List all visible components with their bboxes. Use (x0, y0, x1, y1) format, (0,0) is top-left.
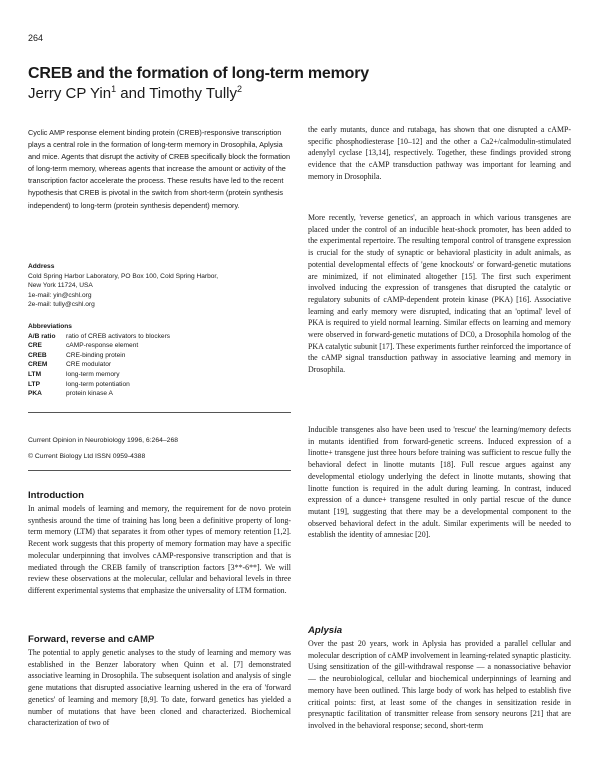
aplysia-section (308, 625, 571, 732)
page-number: 264 (28, 33, 44, 43)
right-para-1: the early mutants, dunce and rutabaga, has shown that one disrupted a cAMP-specific phosphodiesterase [10–12] and the other a Ca2+/calmodulin-stimulated adenylyl cyclase [13,14], respectively. Together, these findings provided strong evidence that the cAMP transduction pathway was important for learning and memory in Drosophila. (308, 125, 571, 181)
abbr-row (28, 351, 170, 361)
divider (28, 470, 291, 471)
forward-text: The potential to apply genetic analyses to the study of learning and memory was established in the Benzer laboratory when Quinn et al. [7] demonstrated associative learning in Drosophila. The subsequent isolation and analysis of single gene mutations that disrupted associative learning ushered in the era of 'forward genetics' of learning and memory [8,9]. To date, forward genetics has yielded a number of mutations that have been cloned and characterized. Biochemical characterization of two of (28, 648, 291, 728)
journal-citation: Current Opinion in Neurobiology 1996, 6:264–268 (28, 437, 179, 444)
abbr-meaning: cAMP-response element (66, 342, 139, 350)
abbr-meaning: CRE modulator (66, 361, 112, 369)
abbr-key: A/B ratio (28, 332, 56, 340)
abbr-key: LTP (28, 380, 40, 388)
address-line-2: New York 11724, USA (28, 282, 93, 290)
abbr-key: CREM (28, 361, 48, 369)
authors (28, 84, 242, 102)
forward-section (28, 634, 291, 729)
divider (28, 412, 291, 413)
address-heading: Address (28, 263, 55, 270)
abbr-row (28, 380, 170, 390)
right-para-3: Inducible transgenes also have been used to 'rescue' the learning/memory defects in mutants identified from forward-genetic screens. Induced expression of a linotte+ transgene just three hours before training was sufficient to rescue fully the behavioral defect in linotte mutants [18]. Full rescue argues against any developmental etiology underlying the defect in linotte mutants, showing that linotte function is required in the adult during learning. In contrast, induced expression of a dunce+ transgene resulted in only partial rescue of the dunce mutant [19], suggesting that there may be a developmental component to the observed behavioral defect in the adult. Similar experiments will be needed to establish the identity of amnesiac [20]. (308, 425, 571, 540)
author-connector: and (116, 85, 150, 102)
abbr-key: CRE (28, 342, 42, 350)
abbr-row (28, 332, 170, 342)
abbr-key: PKA (28, 390, 42, 398)
author-2: Timothy Tully (149, 85, 237, 102)
abbr-meaning: protein kinase A (66, 390, 113, 398)
abbr-key: CREB (28, 351, 47, 359)
aplysia-heading: Aplysia (308, 625, 343, 636)
aplysia-text: Over the past 20 years, work in Aplysia has provided a parallel cellular and molecular description of cAMP involvement in learning-related synaptic plasticity. Using sensitization of the gill-withdrawal response — a nonassociative behavior — the neurobiological, cellular and biochemical underpinnings of learning and memory have been outlined. This large body of work has helped to establish five critical points: first, at least some of the changes in sensitization reside in presynaptic facilitation of transmitter release from sensory neurons [21] that are involved in the behavioral response; second, short-term (308, 639, 571, 730)
abbr-meaning: CRE-binding protein (66, 351, 126, 359)
abbreviations-heading: Abbreviations (28, 323, 72, 330)
right-para-2: More recently, 'reverse genetics', an approach in which various transgenes are placed under the control of an inducible heat-shock promoter, has been added to the experimental repertoire. The resulting temporal control of transgene expression is crucial for the study of synaptic or behavioral plasticity in adult animals, as potential developmental effects of 'gene knockouts' or forward-genetic mutations are minimized, if not eliminated altogether [15]. The first such experiment involved inducing the expression of transgenes that disrupted the catalytic or regulatory subunits of cAMP-dependent protein kinase (PKA) [16]. Associative learning and early memory were disrupted, indicating that an 'optimal' level of PKA is required to yield normal learning. Similar effects on learning and memory were observed in forward-genetic mutations of DC0, a Drosophila homolog of the PKA catalytic subunit [17]. These experiments further reinforced the importance of the cAMP signal transduction pathway in associative learning and memory in Drosophila. (308, 213, 572, 375)
address-line-1: Cold Spring Harbor Laboratory, PO Box 100, Cold Spring Harbor, (28, 272, 219, 280)
abbr-row (28, 370, 170, 380)
article-title: CREB and the formation of long-term memory (28, 65, 369, 82)
introduction-heading: Introduction (28, 490, 84, 501)
abbr-row (28, 360, 170, 370)
abbr-meaning: ratio of CREB activators to blockers (66, 332, 171, 340)
abbr-meaning: long-term memory (66, 370, 120, 378)
copyright: © Current Biology Ltd ISSN 0959-4388 (28, 453, 146, 460)
email-1: 1e-mail: yin@cshl.org (28, 291, 92, 299)
abstract: Cyclic AMP response element binding protein (CREB)-responsive transcription plays a central role in the formation of long-term memory in Drosophila, Aplysia and mice. Agents that disrupt the activity of CREB specifically block the formation of long-term memory, whereas agents that increase the amount or activity of the transcription factor accelerate the process. These results have led to the recent hypothesis that CREB is pivotal in the switch from short-term (protein synthesis independent) to long-term (protein synthesis dependent) memory. (28, 128, 291, 210)
introduction-section (28, 490, 291, 597)
author-2-sup: 2 (237, 84, 243, 94)
abbreviations-table (28, 332, 170, 399)
author-1-sup: 1 (111, 84, 117, 94)
introduction-text: In animal models of learning and memory, the requirement for de novo protein synthesis around the time of training has long been a definitive property of long-term memory (LTM) that separates it from other types of memory retention [1,2]. Recent work suggests that this property of memory formation may have a specific molecular underpinning that involves cAMP-responsive transcription and that is mediated through the CREB family of transcription factors [3**-6**]. We will review these observations at the molecular, cellular and behavioral levels in three different experimental systems that emphasize the universality of LTM formation. (28, 504, 291, 595)
abbreviations-block (28, 322, 291, 399)
abbr-row (28, 389, 170, 399)
forward-heading: Forward, reverse and cAMP (28, 634, 155, 645)
address-block (28, 262, 291, 310)
journal-info (28, 436, 291, 462)
abbr-row (28, 341, 170, 351)
abbr-meaning: long-term potentiation (66, 380, 130, 388)
author-1: Jerry CP Yin (28, 85, 112, 102)
email-2: 2e-mail: tully@cshl.org (28, 301, 95, 309)
abbr-key: LTM (28, 370, 42, 378)
